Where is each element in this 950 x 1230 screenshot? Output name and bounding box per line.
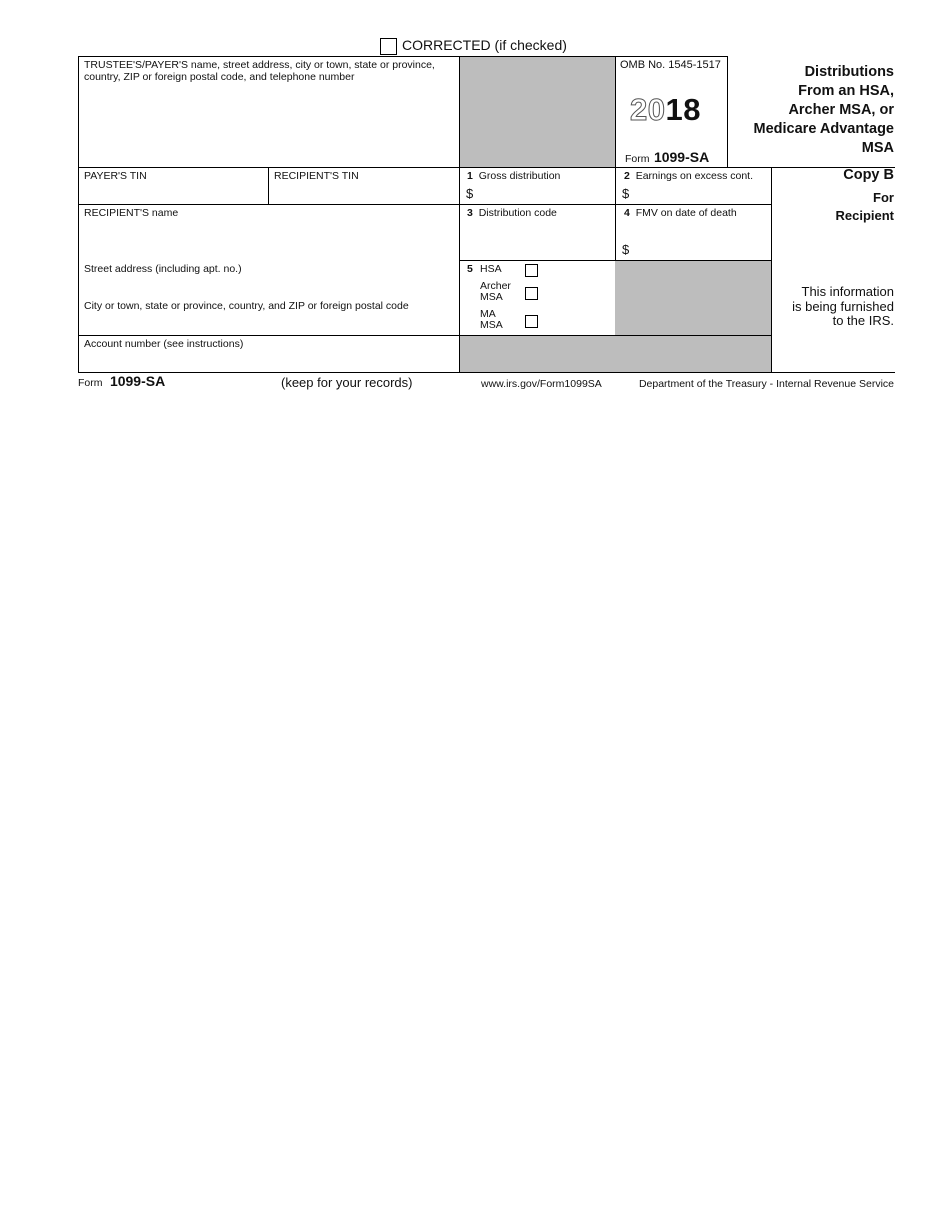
info-text-line: to the IRS. <box>832 313 894 328</box>
footer-keep-records: (keep for your records) <box>281 375 413 390</box>
box4-fmv-field[interactable] <box>632 240 770 259</box>
recipient-tin-field[interactable] <box>269 182 458 203</box>
box3-label <box>467 207 557 219</box>
form-id-name: 1099-SA <box>653 149 710 165</box>
box5-number: 5 <box>467 263 473 275</box>
box1-label <box>467 170 560 182</box>
account-number-label: Account number (see instructions) <box>84 338 244 350</box>
street-address-field[interactable] <box>79 276 458 298</box>
info-text-line: This information <box>801 284 894 299</box>
footer-form-id <box>78 373 165 391</box>
box1-gross-distribution-field[interactable] <box>476 184 614 203</box>
payer-block-field[interactable] <box>79 86 458 166</box>
footer-form-prefix: Form <box>78 377 103 389</box>
copy-b-for <box>772 189 894 225</box>
form-title-line: Medicare Advantage <box>753 121 894 137</box>
form-id-prefix: Form <box>625 153 650 165</box>
shaded-area-bottom <box>459 335 772 372</box>
form-id <box>625 149 709 167</box>
form-title <box>732 63 894 158</box>
copy-b-for-line: Recipient <box>835 208 894 223</box>
tax-year-solid: 18 <box>665 92 701 127</box>
recipient-name-label: RECIPIENT'S name <box>84 207 179 219</box>
box2-earnings-field[interactable] <box>632 184 770 203</box>
box4-currency: $ <box>622 242 630 257</box>
box1-currency: $ <box>466 186 474 201</box>
form-title-line: From an HSA, <box>798 83 894 99</box>
recipient-tin-label: RECIPIENT'S TIN <box>274 170 359 182</box>
copy-b-for-line: For <box>873 190 894 205</box>
box4-text: FMV on date of death <box>635 207 737 219</box>
form-title-line: MSA <box>861 140 894 156</box>
box2-label <box>624 170 753 182</box>
box5-ma-label-line: MSA <box>480 319 503 331</box>
shaded-area-top <box>459 57 615 167</box>
box4-number: 4 <box>624 207 630 219</box>
box2-currency: $ <box>622 186 630 201</box>
box5-ma-label <box>480 309 503 331</box>
form-title-line: Distributions <box>804 64 894 80</box>
box4-label <box>624 207 737 219</box>
corrected-label: CORRECTED (if checked) <box>402 37 567 53</box>
box5-archer-msa-checkbox[interactable] <box>525 287 538 300</box>
box5-hsa-label <box>480 263 502 275</box>
box5-ma-msa-checkbox[interactable] <box>525 315 538 328</box>
street-address-label: Street address (including apt. no.) <box>84 263 242 275</box>
box3-text: Distribution code <box>478 207 557 219</box>
payer-tin-field[interactable] <box>79 182 267 203</box>
account-number-field[interactable] <box>79 351 458 371</box>
info-text <box>772 285 894 329</box>
copy-b-title: Copy B <box>843 167 894 183</box>
tax-year-outline: 20 <box>630 92 666 127</box>
omb-number: OMB No. 1545-1517 <box>620 59 721 71</box>
tax-year <box>630 92 701 128</box>
footer-form-name: 1099-SA <box>109 373 166 389</box>
corrected-checkbox[interactable] <box>380 38 397 55</box>
footer-url: www.irs.gov/Form1099SA <box>481 378 602 390</box>
box2-text: Earnings on excess cont. <box>635 170 754 182</box>
recipient-name-field[interactable] <box>79 220 458 260</box>
box1-number: 1 <box>467 170 473 182</box>
city-field[interactable] <box>79 313 458 334</box>
shaded-area-box5-right <box>615 261 772 335</box>
box1-text: Gross distribution <box>478 170 561 182</box>
payer-tin-label: PAYER'S TIN <box>84 170 147 182</box>
footer-department: Department of the Treasury - Internal Revenue Service <box>638 378 894 390</box>
form-title-line: Archer MSA, or <box>788 102 894 118</box>
payer-block-label: TRUSTEE'S/PAYER'S name, street address, city or town, state or province, country, ZIP or foreign postal code, and telephone number <box>84 59 435 83</box>
box5-hsa-checkbox[interactable] <box>525 264 538 277</box>
box2-number: 2 <box>624 170 630 182</box>
box5-hsa-label-line: HSA <box>480 263 502 275</box>
city-label: City or town, state or province, country, and ZIP or foreign postal code <box>84 300 409 312</box>
box3-distribution-code-field[interactable] <box>460 220 614 260</box>
info-text-line: is being furnished <box>792 298 894 314</box>
box5-ma-label-line: MA <box>480 308 496 320</box>
box5-archer-label-line: MSA <box>480 291 503 303</box>
box5-archer-label <box>480 281 511 303</box>
box5-archer-label-line: Archer <box>480 280 511 292</box>
box3-number: 3 <box>467 207 473 219</box>
